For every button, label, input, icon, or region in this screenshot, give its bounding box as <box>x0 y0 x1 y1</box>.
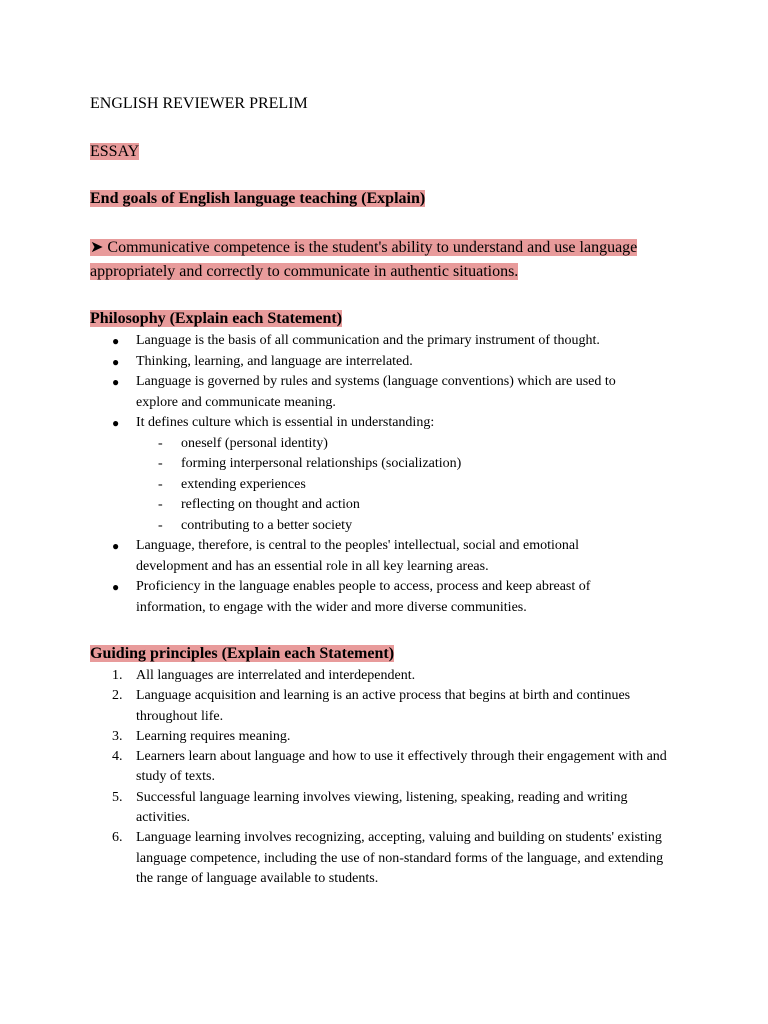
bullet-icon: ● <box>112 334 120 348</box>
sub-list-item-text: extending experiences <box>181 476 306 492</box>
dash-icon: - <box>158 456 163 471</box>
philosophy-heading-text: Philosophy (Explain each Statement) <box>90 310 343 327</box>
numbered-item <box>0 666 676 686</box>
sub-list-item-text: contributing to a better society <box>181 517 353 533</box>
list-item <box>0 352 646 373</box>
end-goals-heading <box>90 189 425 209</box>
numbered-item-text: Language learning involves recognizing, accepting, valuing and building on students' existing language competence, including the use of non-standard forms of the language, and extending the range of language available to students. <box>136 830 664 886</box>
sub-list-item-text: oneself (personal identity) <box>181 435 328 451</box>
dash-icon: - <box>158 517 163 533</box>
numbered-item <box>0 828 676 889</box>
sub-list-item <box>136 516 646 537</box>
item-number: 6. <box>112 830 123 846</box>
list-item-text: Language is governed by rules and systems (language conventions) which are used to explore and communicate meaning. <box>136 374 616 410</box>
bullet-icon: ● <box>112 539 120 553</box>
sub-list-item <box>136 434 646 455</box>
numbered-item <box>0 747 676 788</box>
numbered-item <box>0 727 676 747</box>
philosophy-heading <box>90 309 342 329</box>
dash-icon: - <box>158 435 163 451</box>
guiding-principles-heading-text: Guiding principles (Explain each Statement) <box>90 645 395 662</box>
philosophy-list <box>0 331 768 618</box>
bullet-icon: ● <box>112 416 120 430</box>
dash-icon: - <box>158 476 163 492</box>
guiding-principles-heading <box>90 644 394 664</box>
communicative-competence-text: ➤ Communicative competence is the student's ability to understand and use language appropriately and correctly to communicate in authentic situations. <box>90 239 638 280</box>
culture-sub-list <box>136 434 646 537</box>
sub-list-item-text: forming interpersonal relationships (socialization) <box>181 456 462 471</box>
item-number: 3. <box>112 728 123 744</box>
essay-label-text: ESSAY <box>90 143 140 160</box>
item-number: 4. <box>112 749 123 765</box>
end-goals-heading-text: End goals of English language teaching (Explain) <box>90 190 426 207</box>
list-item-text: Thinking, learning, and language are interrelated. <box>136 353 413 369</box>
list-item-text: Language, therefore, is central to the peoples' intellectual, social and emotional development and has an essential role in all key learning areas. <box>136 538 579 574</box>
numbered-item <box>0 788 676 829</box>
list-item <box>0 536 646 577</box>
list-item-text: Language is the basis of all communication and the primary instrument of thought. <box>136 333 600 348</box>
item-number: 2. <box>112 688 123 704</box>
bullet-icon: ● <box>112 354 120 369</box>
dash-icon: - <box>158 497 163 512</box>
guiding-principles-list <box>0 666 768 889</box>
numbered-item-text: Learners learn about language and how to use it effectively through their engagement with and study of texts. <box>136 749 667 785</box>
bullet-icon: ● <box>112 580 120 594</box>
list-item <box>0 331 646 352</box>
list-item-text: It defines culture which is essential in understanding: <box>136 415 435 430</box>
numbered-item-text: Learning requires meaning. <box>136 728 291 744</box>
list-item-text: Proficiency in the language enables people to access, process and keep abreast of information, to engage with the wider and more diverse communities. <box>136 579 591 615</box>
list-item <box>0 577 646 618</box>
numbered-item-text: Successful language learning involves viewing, listening, speaking, reading and writing activities. <box>136 789 628 826</box>
sub-list-item <box>136 495 646 516</box>
bullet-icon: ● <box>112 375 120 389</box>
sub-list-item-text: reflecting on thought and action <box>181 497 360 512</box>
sub-list-item <box>136 475 646 496</box>
sub-list-item <box>136 454 646 475</box>
item-number: 5. <box>112 789 123 805</box>
numbered-item-text: Language acquisition and learning is an active process that begins at birth and continues throughout life. <box>136 688 631 724</box>
list-item <box>0 372 646 413</box>
communicative-competence-paragraph <box>90 236 650 284</box>
numbered-item <box>0 686 676 727</box>
numbered-item-text: All languages are interrelated and interdependent. <box>136 668 416 683</box>
list-item <box>0 413 646 536</box>
item-number: 1. <box>112 668 123 683</box>
essay-label <box>90 142 139 162</box>
document-title: ENGLISH REVIEWER PRELIM <box>90 95 308 112</box>
